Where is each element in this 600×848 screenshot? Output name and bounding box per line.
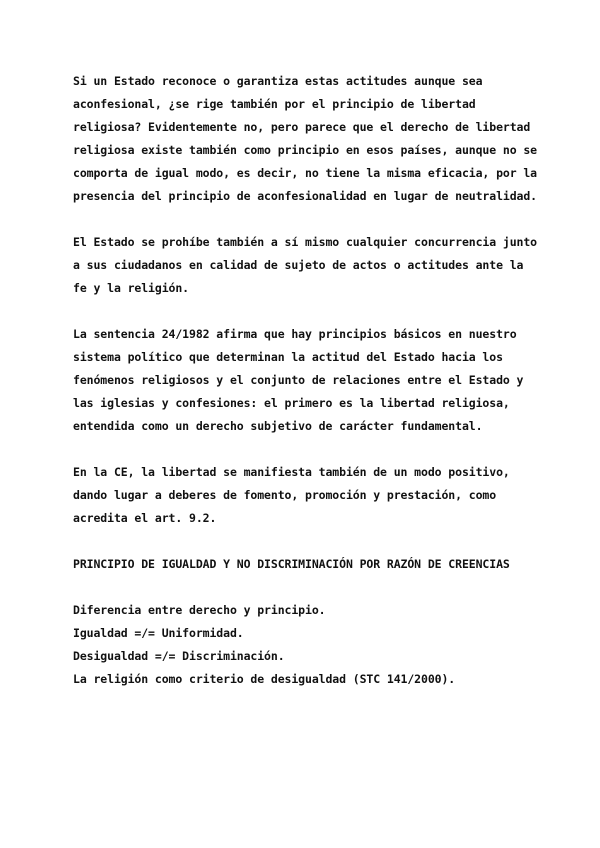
section-heading-igualdad: PRINCIPIO DE IGUALDAD Y NO DISCRIMINACIÓN POR RAZÓN DE CREENCIAS [73, 557, 510, 571]
paragraph-libertad-positiva: En la CE, la libertad se manifiesta también de un modo positivo, dando lugar a deberes de fomento, promoción y prestación, como acredita el art. 9.2. [73, 465, 517, 525]
paragraph-libertad-religiosa: Si un Estado reconoce o garantiza estas actitudes aunque sea aconfesional, ¿se rige también por el principio de libertad religiosa? Evidentemente no, pero parece que el derecho de libertad religiosa existe también como principio en esos países, aunque no se comporta de igual modo, es decir, no tiene la misma eficacia, por la presencia del principio de aconfesionalidad en lugar de neutralidad. [73, 74, 544, 203]
list-item: Diferencia entre derecho y principio. [73, 603, 326, 617]
paragraph-estado-concurrencia: El Estado se prohíbe también a sí mismo cualquier concurrencia junto a sus ciudadanos en calidad de sujeto de actos o actitudes ante la fe y la religión. [73, 235, 544, 295]
paragraph-sentencia-24-1982: La sentencia 24/1982 afirma que hay principios básicos en nuestro sistema político que determinan la actitud del Estado hacia los fenómenos religiosos y el conjunto de relaciones entre el Estado y las iglesias y confesiones: el primero es la libertad religiosa, entendida como un derecho subjetivo de carácter fundamental. [73, 327, 531, 433]
document-body [73, 70, 543, 691]
principles-list [73, 599, 543, 691]
list-item: Desigualdad =/= Discriminación. [73, 649, 285, 663]
list-item: La religión como criterio de desigualdad (STC 141/2000). [73, 672, 456, 686]
list-item: Igualdad =/= Uniformidad. [73, 626, 244, 640]
